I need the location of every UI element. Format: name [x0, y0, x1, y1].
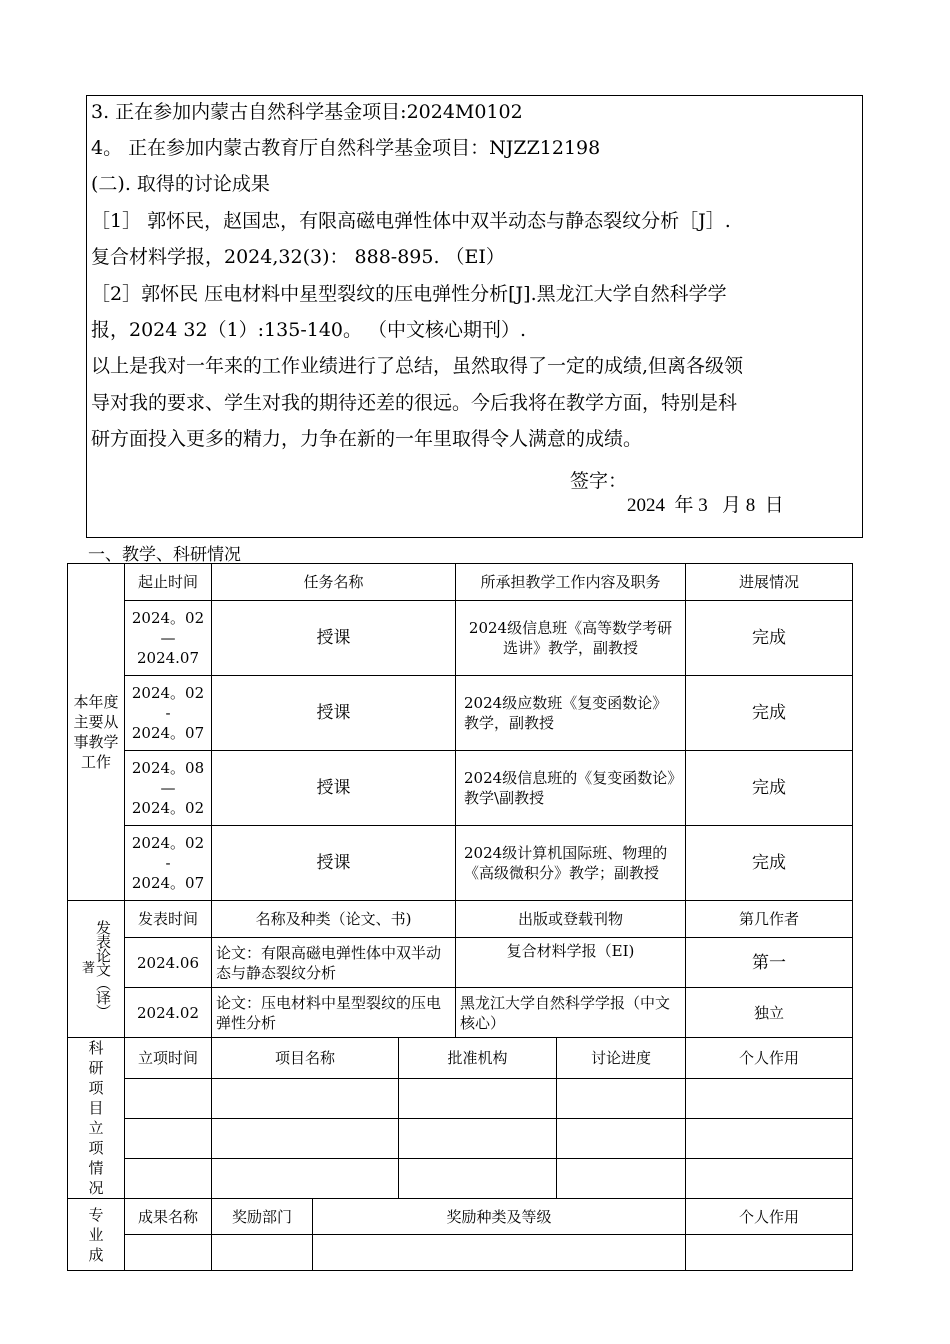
header-award-type: 奖励种类及等级	[313, 1199, 686, 1235]
header-paper-name: 名称及种类（论文、书)	[212, 901, 456, 938]
header-project-name: 项目名称	[212, 1038, 399, 1079]
report-table	[67, 563, 853, 1271]
task-cell: 授课	[212, 601, 456, 676]
status-cell: 完成	[686, 601, 853, 676]
paper-author-cell: 独立	[686, 988, 853, 1038]
table-row	[68, 988, 853, 1038]
content-cell: 2024级计算机国际班、物理的《高级微积分》教学；副教授	[456, 826, 686, 901]
paper-journal-cell: 复合材料学报（EI)	[456, 938, 686, 988]
header-start-end: 起止时间	[125, 564, 212, 601]
header-project-role: 个人作用	[686, 1038, 853, 1079]
header-author-order: 第几作者	[686, 901, 853, 938]
content-cell: 2024级信息班《高等数学考研选讲》教学，副教授	[456, 601, 686, 676]
paper-journal-cell: 黑龙江大学自然科学学报（中文核心）	[456, 988, 686, 1038]
period-cell: 2024。08 — 2024。02	[125, 751, 212, 826]
table-row	[68, 1119, 853, 1159]
paper-name-cell: 论文：有限高磁电弹性体中双半动态与静态裂纹分析	[212, 938, 456, 988]
header-publish-date: 发表时间	[125, 901, 212, 938]
table-row	[68, 601, 853, 676]
table-row	[68, 1159, 853, 1199]
task-cell: 授课	[212, 676, 456, 751]
table-row	[68, 751, 853, 826]
task-cell: 授课	[212, 826, 456, 901]
header-progress: 讨论进度	[557, 1038, 686, 1079]
header-achievement-role: 个人作用	[686, 1199, 853, 1235]
header-project-date: 立项时间	[125, 1038, 212, 1079]
table-row	[68, 938, 853, 988]
header-achievement-name: 成果名称	[125, 1199, 212, 1235]
period-cell: 2024。02 - 2024。07	[125, 676, 212, 751]
task-cell: 授课	[212, 751, 456, 826]
summary-line-1: 3. 正在参加内蒙古自然科学基金项目:2024M0102	[91, 101, 523, 123]
summary-line-2: 4。 正在参加内蒙古教育厅自然科学基金项目：NJZZ12198	[91, 137, 601, 159]
summary-line-9: 导对我的要求、学生对我的期待还差的很远。今后我将在教学方面，特别是科	[91, 392, 738, 414]
header-award-department: 奖励部门	[212, 1199, 313, 1235]
header-content: 所承担教学工作内容及职务	[456, 564, 686, 601]
achievements-side-label: 专业成	[68, 1199, 125, 1271]
summary-line-10: 研方面投入更多的精力，力争在新的一年里取得令人满意的成绩。	[91, 428, 643, 450]
signature-label: 签字：	[570, 470, 628, 492]
period-cell: 2024。02 - 2024。07	[125, 826, 212, 901]
status-cell: 完成	[686, 676, 853, 751]
summary-line-6: ［2］郭怀民 压电材料中星型裂纹的压电弹性分析[J].黑龙江大学自然科学学	[91, 283, 727, 305]
content-cell: 2024级信息班的《复变函数论》教学\副教授	[456, 751, 686, 826]
table-row	[68, 1079, 853, 1119]
teaching-side-label: 本年度主要从事教学工作	[68, 564, 125, 901]
header-journal: 出版或登载刊物	[456, 901, 686, 938]
paper-name-cell: 论文：压电材料中星型裂纹的压电弹性分析	[212, 988, 456, 1038]
period-cell: 2024。02 — 2024.07	[125, 601, 212, 676]
paper-author-cell: 第一	[686, 938, 853, 988]
summary-line-7: 报，2024 32（1）:135-140。 （中文核心期刊）.	[91, 319, 527, 341]
summary-line-4: ［1］ 郭怀民，赵国忠，有限高磁电弹性体中双半动态与静态裂纹分析［J］.	[91, 210, 731, 232]
header-status: 进展情况	[686, 564, 853, 601]
summary-line-5: 复合材料学报，2024,32(3)： 888-895. （EI）	[91, 246, 505, 268]
header-approver: 批准机构	[399, 1038, 557, 1079]
status-cell: 完成	[686, 751, 853, 826]
header-task-name: 任务名称	[212, 564, 456, 601]
summary-line-8: 以上是我对一年来的工作业绩进行了总结，虽然取得了一定的成绩,但离各级领	[91, 355, 744, 377]
status-cell: 完成	[686, 826, 853, 901]
projects-side-label: 科研项目立项情况	[68, 1038, 125, 1199]
table-row	[68, 1235, 853, 1271]
summary-line-3: (二). 取得的讨论成果	[91, 173, 270, 195]
table-row	[68, 826, 853, 901]
section-heading: 一、教学、科研情况	[88, 545, 241, 565]
papers-side-label: 著发表论文（译）	[68, 901, 125, 1038]
signature-date: 2024 年 3 月 8 日	[627, 495, 784, 516]
content-cell: 2024级应数班《复变函数论》教学，副教授	[456, 676, 686, 751]
summary-box	[86, 95, 863, 538]
paper-date-cell: 2024.02	[125, 988, 212, 1038]
table-row	[68, 676, 853, 751]
paper-date-cell: 2024.06	[125, 938, 212, 988]
